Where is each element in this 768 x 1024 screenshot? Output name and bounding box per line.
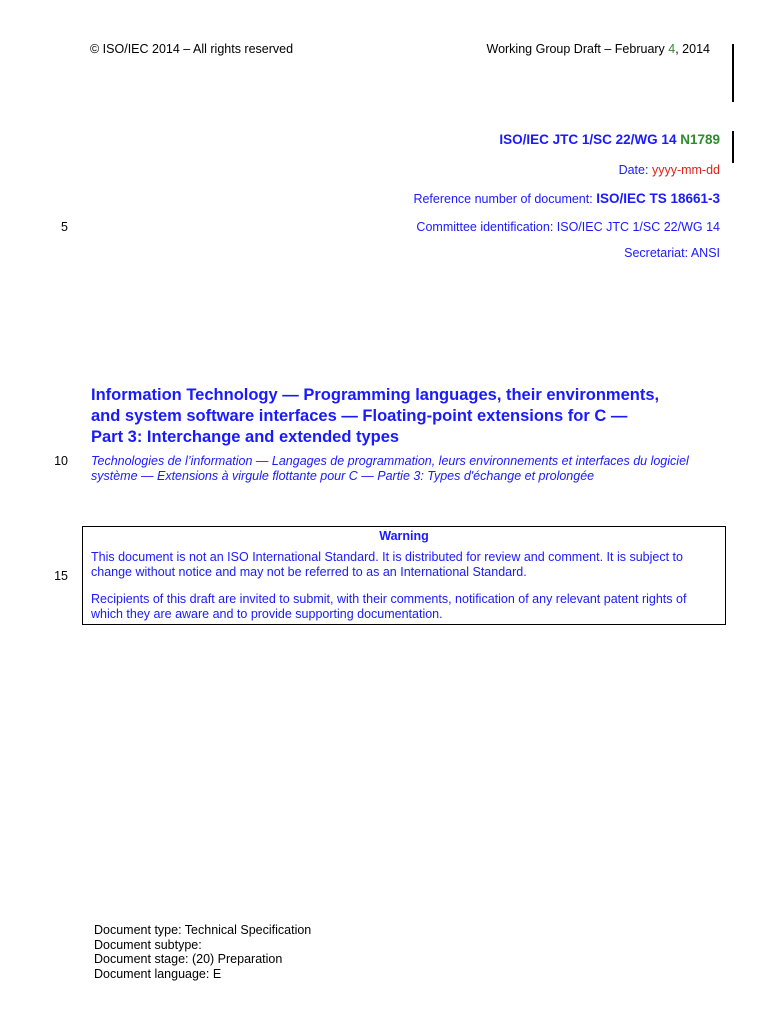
document-info [94,923,311,981]
warning-paragraph-1-line-1: This document is not an ISO International Standard. It is distributed for review and comment. It is subject to [91,550,683,564]
draft-date-prefix: Working Group Draft – February [486,42,669,56]
committee-identification: Committee identification: ISO/IEC JTC 1/SC 22/WG 14 [416,220,720,234]
draft-date-header [487,42,711,56]
warning-paragraph-2-line-1: Recipients of this draft are invited to submit, with their comments, notification of any relevant patent rights of [91,592,687,606]
draft-date-day: 4 [668,42,676,56]
french-title-line-1: Technologies de l’information — Langages de programmation, leurs environnements et interfaces du logiciel [91,454,689,468]
title-line-1: Information Technology — Programming languages, their environments, [91,386,660,404]
change-bar-docnum [732,131,734,163]
reference-number [413,191,720,206]
french-title-line-2: système — Extensions à virgule flottante pour C — Partie 3: Types d'échange et prolongée [91,469,595,483]
line-number-10: 10 [54,454,68,468]
french-title [91,454,741,484]
reference-value: ISO/IEC TS 18661-3 [596,191,720,206]
warning-paragraph-1 [83,550,725,579]
document-number-prefix: ISO/IEC JTC 1/SC 22/WG 14 [499,132,681,147]
document-language: Document language: E [94,966,222,981]
date-value: yyyy-mm-dd [651,163,720,177]
document-date [619,163,720,177]
warning-heading: Warning [379,529,429,543]
document-number-n: N1789 [680,132,720,147]
copyright-header: © ISO/IEC 2014 – All rights reserved [90,42,294,56]
change-bar-header [732,44,734,102]
document-stage: Document stage: (20) Preparation [94,952,283,966]
reference-label: Reference number of document: [413,192,597,206]
warning-paragraph-1-line-2: change without notice and may not be referred to as an International Standard. [91,564,527,579]
date-label: Date: [618,163,652,177]
secretariat: Secretariat: ANSI [624,246,720,260]
document-subtype: Document subtype: [94,937,202,952]
title-line-3: Part 3: Interchange and extended types [91,428,400,446]
document-title [91,385,731,448]
title-line-2: and system software interfaces — Floating-point extensions for C — [91,407,628,425]
line-number-15: 15 [54,569,68,583]
document-type: Document type: Technical Specification [94,923,312,937]
warning-paragraph-2-line-2: which they are aware and to provide supporting documentation. [91,606,443,621]
document-number [499,132,720,147]
line-number-5: 5 [61,220,68,234]
warning-box [82,526,726,625]
warning-paragraph-2 [83,592,725,621]
draft-date-suffix: , 2014 [675,42,710,56]
